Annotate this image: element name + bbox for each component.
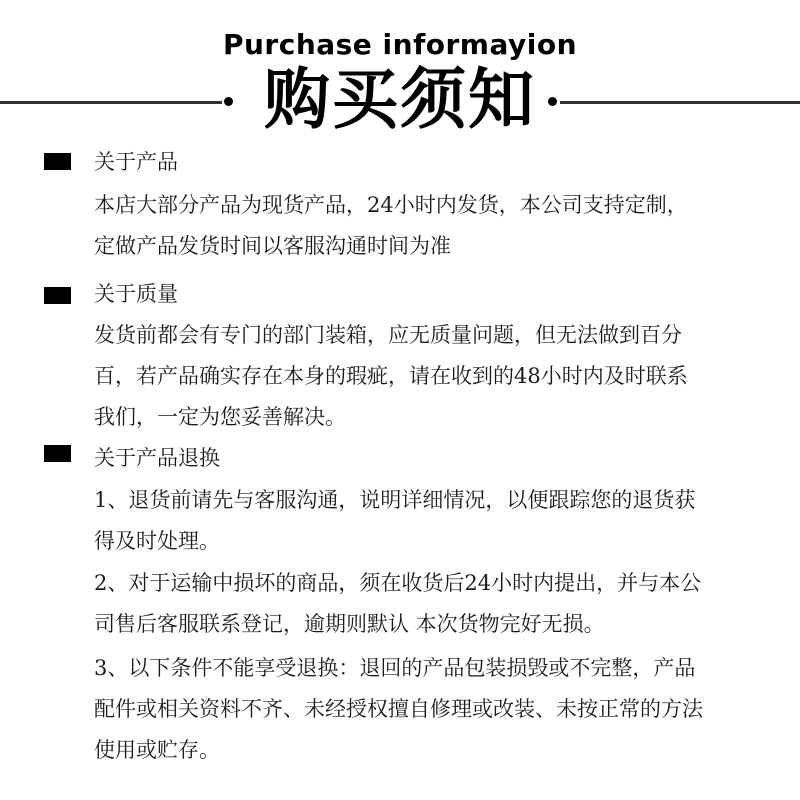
section-bullet-icon: [44, 153, 71, 170]
return-rule-3: 3、以下条件不能享受退换：退回的产品包装损毁或不完整，产品 配件或相关资料不齐、未经授权擅自修理或改装、未按正常的方法 使用或贮存。: [94, 656, 703, 762]
subtitle: Purchase informayion: [222, 28, 578, 61]
section-bullet-icon: [44, 287, 71, 304]
header-rule-right: [560, 101, 800, 104]
section-paragraph: 发货前都会有专门的部门装箱，应无质量问题，但无法做到百分 百，若产品确实存在本身的瑕疵，请在收到的48小时内及时联系 我们，一定为您妥善解决。: [94, 323, 688, 429]
return-rule-1: 1、退货前请先与客服沟通，说明详细情况，以便跟踪您的退货获 得及时处理。: [94, 488, 696, 553]
header-dot-right: [548, 97, 557, 106]
section-title: 关于产品: [94, 150, 178, 174]
section-paragraph: 本店大部分产品为现货产品，24小时内发货，本公司支持定制， 定做产品发货时间以客服沟通时间为准: [94, 193, 688, 258]
section-title: 关于质量: [94, 282, 178, 306]
section-title: 关于产品退换: [94, 446, 220, 470]
page-title: 购买须知: [264, 61, 536, 138]
header: [0, 0, 800, 150]
return-rule-2: 2、对于运输中损坏的商品，须在收货后24小时内提出，并与本公 司售后客服联系登记，逾期则默认 本次货物完好无损。: [94, 571, 702, 636]
section-bullet-icon: [44, 445, 71, 462]
